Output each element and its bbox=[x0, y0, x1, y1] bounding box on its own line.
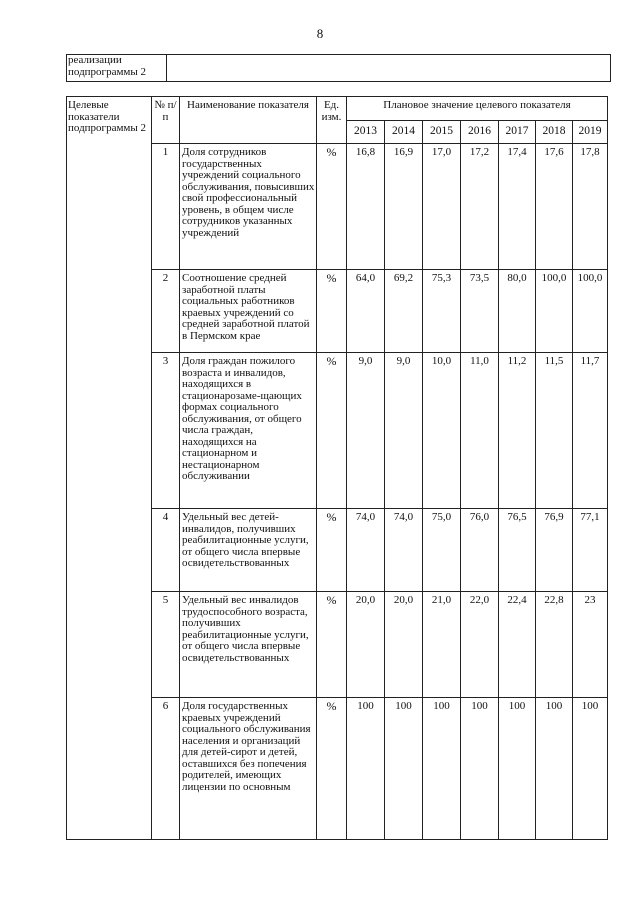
unit-cell: % bbox=[317, 270, 347, 353]
value-cell: 9,0 bbox=[385, 353, 423, 509]
value-cell: 100 bbox=[347, 698, 385, 840]
value-cell: 76,0 bbox=[461, 509, 499, 592]
year-header: 2015 bbox=[423, 121, 461, 144]
indicator-name: Соотношение средней заработной платы социальных работников краевых учреждений со средней заработной платой в Пермском крае bbox=[180, 270, 317, 353]
value-cell: 100 bbox=[499, 698, 536, 840]
value-cell: 17,8 bbox=[573, 144, 608, 270]
target-indicators-table bbox=[66, 96, 608, 840]
row-number: 3 bbox=[152, 353, 180, 509]
value-cell: 64,0 bbox=[347, 270, 385, 353]
value-cell: 100 bbox=[461, 698, 499, 840]
indicator-name: Удельный вес инвалидов трудоспособного возраста, получивших реабилитационные услуги, от общего числа впервые освидетельствованных bbox=[180, 592, 317, 698]
year-header: 2016 bbox=[461, 121, 499, 144]
value-cell: 20,0 bbox=[347, 592, 385, 698]
value-cell: 11,2 bbox=[499, 353, 536, 509]
name-header: Наименование показателя bbox=[180, 97, 317, 144]
program-realization-value bbox=[167, 55, 611, 82]
value-cell: 17,2 bbox=[461, 144, 499, 270]
value-cell: 17,6 bbox=[536, 144, 573, 270]
value-cell: 73,5 bbox=[461, 270, 499, 353]
row-number: 1 bbox=[152, 144, 180, 270]
row-number: 5 bbox=[152, 592, 180, 698]
num-header: № п/п bbox=[152, 97, 180, 144]
unit-cell: % bbox=[317, 698, 347, 840]
year-header: 2017 bbox=[499, 121, 536, 144]
year-header: 2013 bbox=[347, 121, 385, 144]
value-cell: 21,0 bbox=[423, 592, 461, 698]
value-cell: 11,7 bbox=[573, 353, 608, 509]
value-cell: 10,0 bbox=[423, 353, 461, 509]
value-cell: 75,3 bbox=[423, 270, 461, 353]
value-cell: 76,5 bbox=[499, 509, 536, 592]
value-cell: 17,4 bbox=[499, 144, 536, 270]
row-number: 2 bbox=[152, 270, 180, 353]
value-cell: 100 bbox=[536, 698, 573, 840]
program-realization-table bbox=[66, 54, 611, 82]
unit-cell: % bbox=[317, 509, 347, 592]
year-header: 2019 bbox=[573, 121, 608, 144]
unit-cell: % bbox=[317, 144, 347, 270]
indicator-name: Доля граждан пожилого возраста и инвалидов, находящихся в стационарозаме-щающих формах социального обслуживания, от общего числа граждан, находящихся на стационарном и нестационарном обслуживании bbox=[180, 353, 317, 509]
value-cell: 22,0 bbox=[461, 592, 499, 698]
program-realization-label: реализации подпрограммы 2 bbox=[67, 55, 167, 82]
value-cell: 80,0 bbox=[499, 270, 536, 353]
value-cell: 100,0 bbox=[573, 270, 608, 353]
value-cell: 16,8 bbox=[347, 144, 385, 270]
value-cell: 100 bbox=[573, 698, 608, 840]
indicators-header: Целевые показатели подпрограммы 2 bbox=[67, 97, 152, 840]
value-cell: 16,9 bbox=[385, 144, 423, 270]
value-cell: 11,5 bbox=[536, 353, 573, 509]
row-number: 4 bbox=[152, 509, 180, 592]
value-cell: 100 bbox=[385, 698, 423, 840]
value-cell: 20,0 bbox=[385, 592, 423, 698]
indicator-name: Доля государственных краевых учреждений социального обслуживания населения и организаций для детей-сирот и детей, оставшихся без попечения родителей, имеющих лицензии по основным bbox=[180, 698, 317, 840]
value-cell: 100 bbox=[423, 698, 461, 840]
value-cell: 22,8 bbox=[536, 592, 573, 698]
value-cell: 77,1 bbox=[573, 509, 608, 592]
year-header: 2014 bbox=[385, 121, 423, 144]
value-cell: 69,2 bbox=[385, 270, 423, 353]
plan-header: Плановое значение целевого показателя bbox=[347, 97, 608, 121]
value-cell: 23 bbox=[573, 592, 608, 698]
value-cell: 75,0 bbox=[423, 509, 461, 592]
value-cell: 100,0 bbox=[536, 270, 573, 353]
page-number: 8 bbox=[316, 26, 324, 41]
value-cell: 74,0 bbox=[347, 509, 385, 592]
unit-header: Ед. изм. bbox=[317, 97, 347, 144]
value-cell: 9,0 bbox=[347, 353, 385, 509]
value-cell: 22,4 bbox=[499, 592, 536, 698]
value-cell: 74,0 bbox=[385, 509, 423, 592]
indicator-name: Удельный вес детей-инвалидов, получивших реабилитационные услуги, от общего числа впервые освидетельствованных bbox=[180, 509, 317, 592]
year-header: 2018 bbox=[536, 121, 573, 144]
row-number: 6 bbox=[152, 698, 180, 840]
indicator-name: Доля сотрудников государственных учреждений социального обслуживания, повысивших свой профессиональный уровень, в общем числе сотрудников указанных учреждений bbox=[180, 144, 317, 270]
value-cell: 76,9 bbox=[536, 509, 573, 592]
value-cell: 11,0 bbox=[461, 353, 499, 509]
value-cell: 17,0 bbox=[423, 144, 461, 270]
unit-cell: % bbox=[317, 353, 347, 509]
unit-cell: % bbox=[317, 592, 347, 698]
